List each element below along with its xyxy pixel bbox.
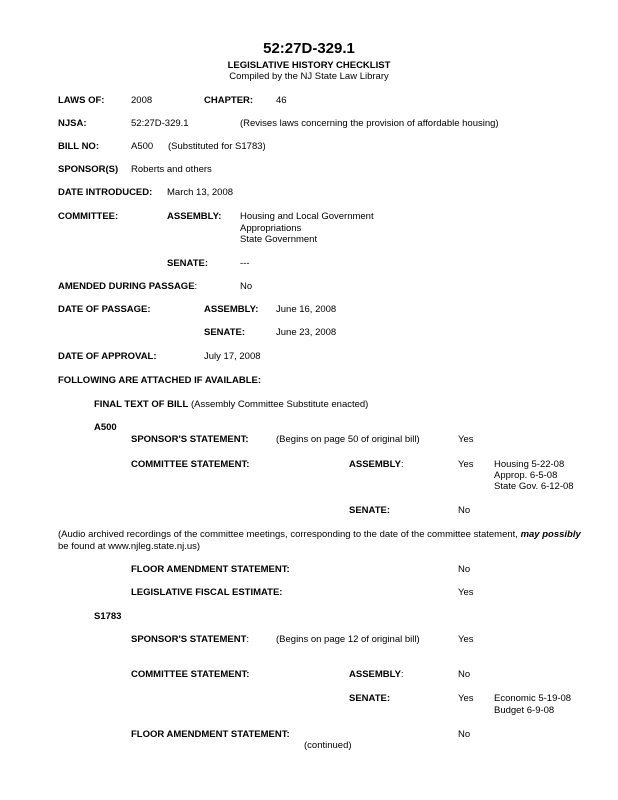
a500-assembly-wrap: [349, 459, 404, 470]
passage-assembly-value: June 16, 2008: [276, 304, 337, 315]
bill-no-label: BILL NO:: [58, 141, 99, 152]
amended-label-wrap: [58, 281, 197, 292]
date-introduced-label: DATE INTRODUCED:: [58, 187, 153, 198]
a500-assembly-value: Yes: [458, 459, 474, 470]
s1783-assembly-wrap: [349, 669, 404, 680]
a500-committee-label: COMMITTEE STATEMENT:: [131, 459, 250, 470]
amended-label: AMENDED DURING PASSAGE: [58, 281, 195, 292]
committee-assembly-label: ASSEMBLY:: [167, 211, 222, 222]
a500-sponsor-note: (Begins on page 50 of original bill): [276, 434, 420, 445]
a500-senate-label: SENATE:: [349, 505, 390, 516]
a500-assembly-note-2: Approp. 6-5-08: [494, 470, 558, 481]
amended-colon: :: [194, 281, 198, 292]
approval-value: July 17, 2008: [204, 351, 261, 362]
a500-sponsor-value: Yes: [458, 434, 474, 445]
approval-label: DATE OF APPROVAL:: [58, 351, 157, 362]
a500-heading: A500: [94, 422, 117, 433]
njsa-description: (Revises laws concerning the provision of affordable housing): [240, 118, 499, 129]
s1783-assembly-value: No: [458, 669, 471, 680]
laws-of-value: 2008: [131, 95, 153, 106]
passage-assembly-label: ASSEMBLY:: [204, 304, 259, 315]
a500-sponsor-label: SPONSOR'S STATEMENT:: [131, 434, 249, 445]
page-subtitle: LEGISLATIVE HISTORY CHECKLIST: [227, 60, 391, 71]
passage-label: DATE OF PASSAGE:: [58, 304, 151, 315]
final-text-note: (Assembly Committee Substitute enacted): [190, 399, 369, 410]
final-text-label: FINAL TEXT OF BILL: [94, 399, 189, 410]
bill-no-note: (Substituted for S1783): [168, 141, 266, 152]
committee-assembly-2: Appropriations: [240, 223, 302, 234]
s1783-sponsor-wrap: [131, 634, 249, 645]
s1783-senate-label: SENATE:: [349, 693, 390, 704]
s1783-heading: S1783: [94, 611, 122, 622]
a500-floor-value: No: [458, 564, 471, 575]
s1783-sponsor-note: (Begins on page 12 of original bill): [276, 634, 420, 645]
a500-floor-label: FLOOR AMENDMENT STATEMENT:: [131, 564, 290, 575]
a500-fiscal-label: LEGISLATIVE FISCAL ESTIMATE:: [131, 587, 283, 598]
njsa-label: NJSA:: [58, 118, 87, 129]
s1783-floor-label: FLOOR AMENDMENT STATEMENT:: [131, 729, 290, 740]
s1783-assembly-label: ASSEMBLY: [349, 669, 401, 680]
a500-fiscal-value: Yes: [458, 587, 474, 598]
s1783-assembly-colon: :: [400, 669, 404, 680]
s1783-senate-note-2: Budget 6-9-08: [494, 705, 555, 716]
s1783-committee-label: COMMITTEE STATEMENT:: [131, 669, 250, 680]
bill-no-value: A500: [131, 141, 154, 152]
audio-note-text: (Audio archived recordings of the committee meetings, corresponding to the date of the committee statement,: [58, 529, 521, 540]
njsa-value: 52:27D-329.1: [131, 118, 189, 129]
sponsors-value: Roberts and others: [131, 164, 212, 175]
passage-senate-label: SENATE:: [204, 327, 245, 338]
audio-note-line-2: be found at www.njleg.state.nj.us): [58, 541, 201, 552]
s1783-senate-value: Yes: [458, 693, 474, 704]
audio-note-line-1: [58, 529, 581, 540]
a500-senate-value: No: [458, 505, 471, 516]
committee-assembly-3: State Government: [240, 234, 318, 245]
s1783-sponsor-value: Yes: [458, 634, 474, 645]
committee-label: COMMITTEE:: [58, 211, 119, 222]
chapter-value: 46: [276, 95, 287, 106]
s1783-sponsor-colon: :: [246, 634, 250, 645]
page-title: 52:27D-329.1: [263, 40, 355, 57]
a500-assembly-note-3: State Gov. 6-12-08: [494, 481, 574, 492]
passage-senate-value: June 23, 2008: [276, 327, 337, 338]
s1783-floor-value: No: [458, 729, 471, 740]
s1783-sponsor-label: SPONSOR'S STATEMENT: [131, 634, 247, 645]
a500-assembly-note-1: Housing 5-22-08: [494, 459, 565, 470]
a500-assembly-colon: :: [400, 459, 404, 470]
audio-note-emphasis: may possibly: [520, 529, 581, 540]
laws-of-label: LAWS OF:: [58, 95, 105, 106]
final-text-line: [94, 399, 368, 410]
amended-value: No: [240, 281, 253, 292]
committee-senate-value: ---: [240, 258, 250, 269]
date-introduced-value: March 13, 2008: [167, 187, 234, 198]
committee-senate-label: SENATE:: [167, 258, 208, 269]
chapter-label: CHAPTER:: [204, 95, 254, 106]
committee-assembly-1: Housing and Local Government: [240, 211, 374, 222]
compiled-by: Compiled by the NJ State Law Library: [229, 71, 389, 82]
sponsors-label: SPONSOR(S): [58, 164, 119, 175]
a500-assembly-label: ASSEMBLY: [349, 459, 401, 470]
attached-heading: FOLLOWING ARE ATTACHED IF AVAILABLE:: [58, 375, 261, 386]
s1783-senate-note-1: Economic 5-19-08: [494, 693, 572, 704]
continued-note: (continued): [304, 740, 352, 751]
